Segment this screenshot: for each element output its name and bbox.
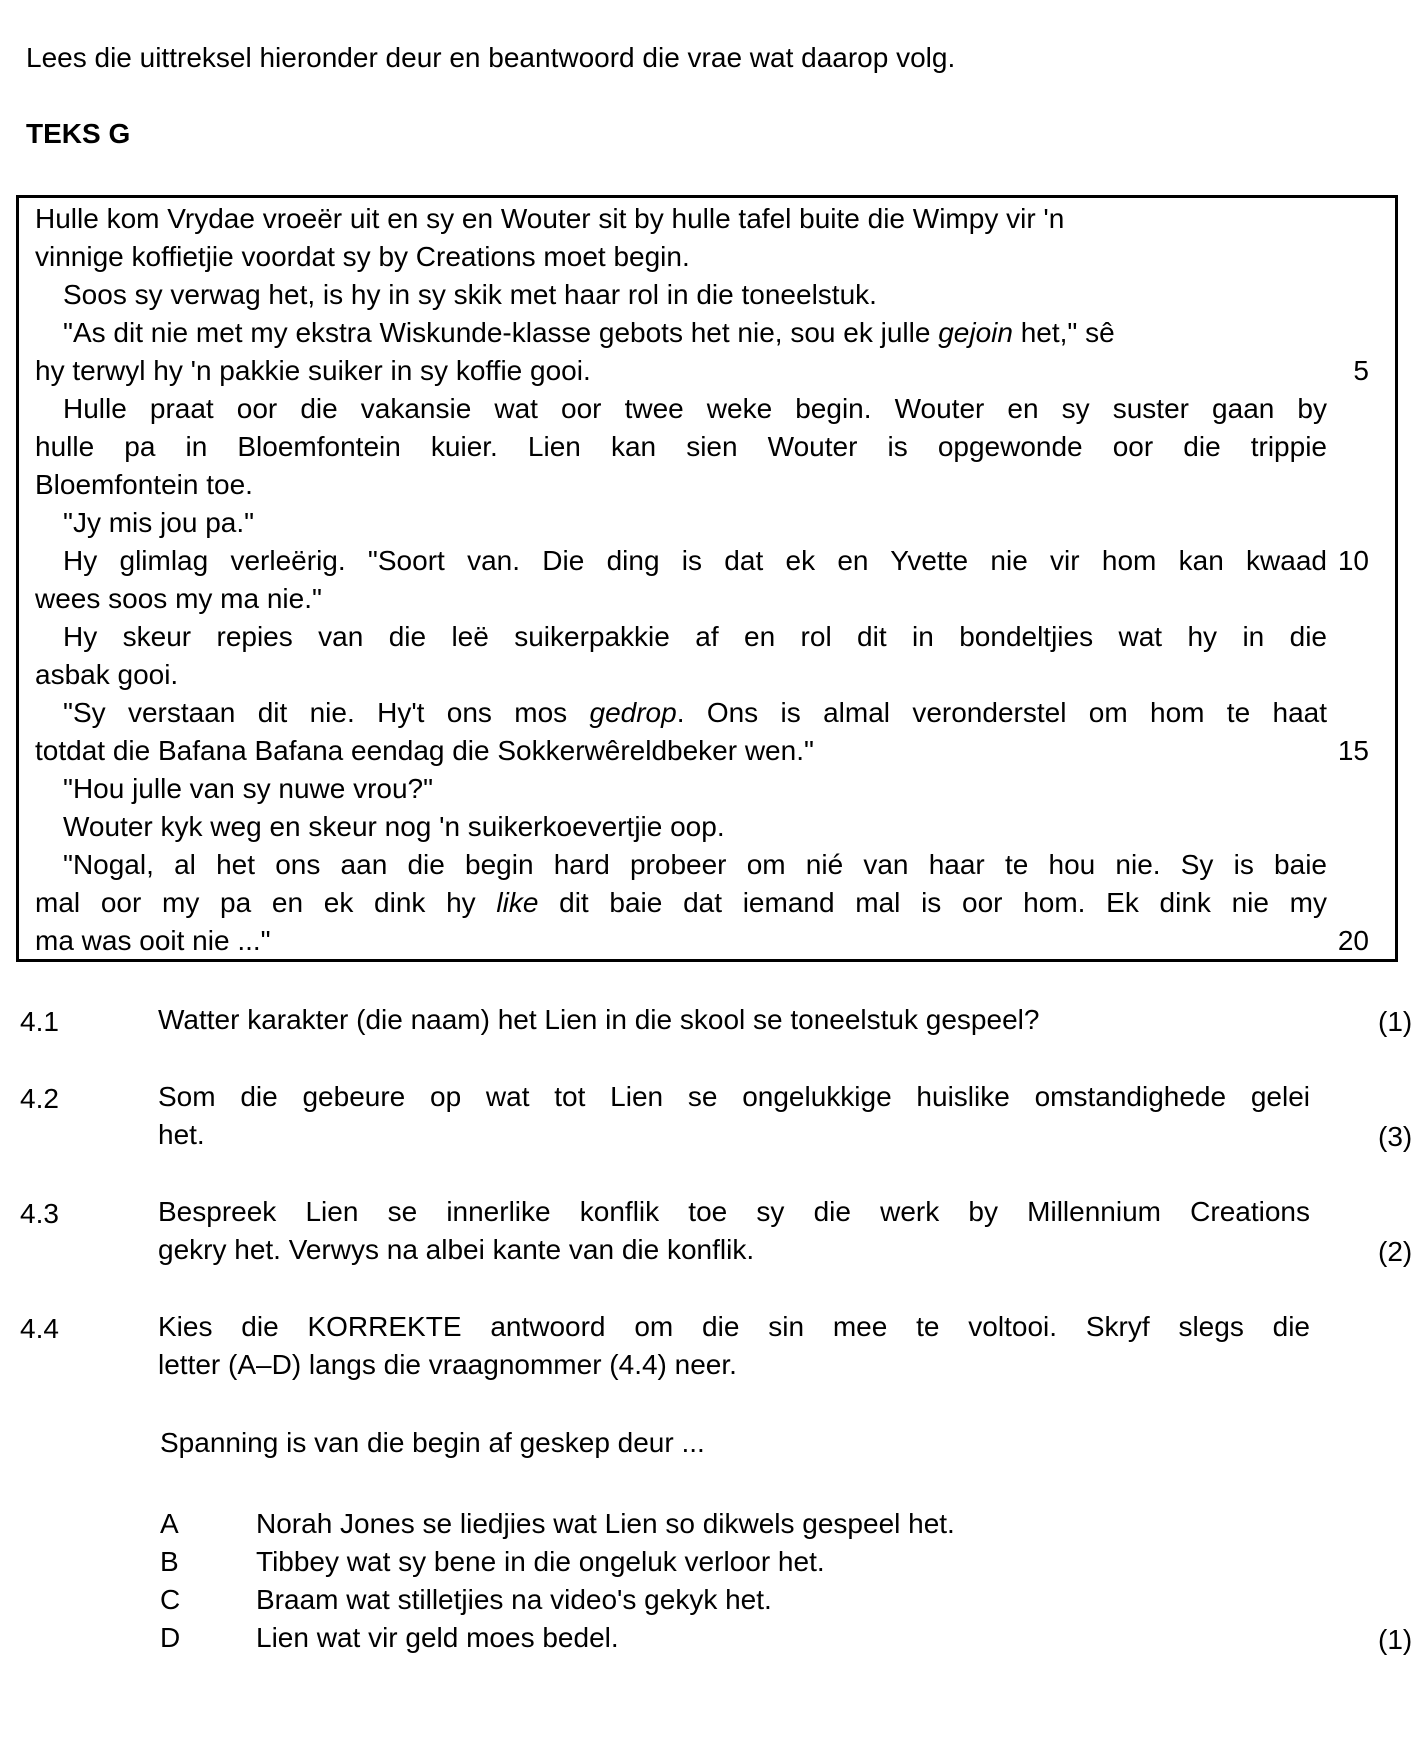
option-letter: A [160,1508,179,1539]
option-text: Tibbey wat sy bene in die ongeluk verloor het. [256,1546,825,1577]
question-marks: (1) [1378,1006,1413,1037]
option-a[interactable] [160,1505,955,1543]
extract-line: ma was ooit nie ..." [35,925,271,956]
extract-line: asbak gooi. [35,659,179,690]
extract-line: wees soos my ma nie." [35,583,322,614]
extract-text: "Sy verstaan dit nie. Hy't ons mos [63,697,590,728]
question-number: 4.4 [20,1313,59,1344]
instruction-text: Lees die uittreksel hieronder deur en beantwoord die vrae wat daarop volg. [26,42,956,73]
extract-line: "Jy mis jou pa." [63,507,255,538]
question-number: 4.1 [20,1006,59,1037]
option-letter: D [160,1622,181,1653]
question-marks: (2) [1378,1236,1413,1267]
option-text: Norah Jones se liedjies wat Lien so dikwels gespeel het. [256,1508,955,1539]
extract-line: "Nogal, al het ons aan die begin hard probeer om nié van haar te hou nie. Sy is baie [63,849,1327,880]
extract-line: Soos sy verwag het, is hy in sy skik met haar rol in die toneelstuk. [63,279,877,310]
extract-line: hy terwyl hy 'n pakkie suiker in sy koffie gooi. [35,355,591,386]
extract-line: hulle pa in Bloemfontein kuier. Lien kan sien Wouter is opgewonde oor die trippie [35,431,1327,462]
question-line: gekry het. Verwys na albei kante van die konflik. [158,1234,755,1265]
extract-box [16,195,1398,962]
question-text [158,1308,1310,1384]
option-letter: B [160,1546,179,1577]
extract-line: Wouter kyk weg en skeur nog 'n suikerkoevertjie oop. [63,811,725,842]
question-marks: (3) [1378,1121,1413,1152]
extract-italic-word: gejoin [938,317,1013,348]
question-text [158,1078,1310,1154]
extract-text: "As dit nie met my ekstra Wiskunde-klasse gebots het nie, sou ek julle [63,317,939,348]
extract-line: "Hou julle van sy nuwe vrou?" [63,773,434,804]
option-c[interactable] [160,1581,772,1619]
extract-text: . Ons is almal veronderstel om hom te haat [676,697,1327,728]
question-number: 4.3 [20,1198,59,1229]
extract-line: Hy glimlag verleërig. "Soort van. Die ding is dat ek en Yvette nie vir hom kan kwaad [63,545,1327,576]
option-text: Lien wat vir geld moes bedel. [256,1622,619,1653]
question-line: Som die gebeure op wat tot Lien se ongelukkige huislike omstandighede gelei [158,1081,1310,1112]
option-text: Braam wat stilletjies na video's gekyk het. [256,1584,772,1615]
line-number: 5 [1353,355,1369,386]
extract-line: Hulle praat oor die vakansie wat oor twee weke begin. Wouter en sy suster gaan by [63,393,1327,424]
extract-line: Bloemfontein toe. [35,469,253,500]
question-line: Watter karakter (die naam) het Lien in die skool se toneelstuk gespeel? [158,1004,1040,1035]
option-d[interactable] [160,1619,619,1657]
extract-line [63,314,1115,352]
question-line: Kies die KORREKTE antwoord om die sin mee te voltooi. Skryf slegs die [158,1311,1310,1342]
question-line: het. [158,1119,205,1150]
question-line: letter (A–D) langs die vraagnommer (4.4) neer. [158,1349,737,1380]
question-marks: (1) [1378,1624,1413,1655]
extract-line: Hy skeur repies van die leë suikerpakkie af en rol dit in bondeltjies wat hy in die [63,621,1327,652]
option-b[interactable] [160,1543,825,1581]
extract-text: mal oor my pa en ek dink hy [35,887,497,918]
extract-line: totdat die Bafana Bafana eendag die Sokkerwêreldbeker wen." [35,735,814,766]
extract-line [63,694,1327,732]
extract-line: vinnige koffietjie voordat sy by Creations moet begin. [35,241,690,272]
extract-italic-word: like [496,887,539,918]
line-number: 10 [1337,545,1369,576]
extract-text: het," sê [1012,317,1115,348]
extract-text: dit baie dat iemand mal is oor hom. Ek dink nie my [538,887,1328,918]
extract-heading: TEKS G [26,118,131,149]
line-number: 15 [1337,735,1369,766]
question-line: Bespreek Lien se innerlike konflik toe sy die werk by Millennium Creations [158,1196,1310,1227]
question-number: 4.2 [20,1083,59,1114]
extract-line: Hulle kom Vrydae vroeër uit en sy en Wouter sit by hulle tafel buite die Wimpy vir 'n [35,203,1065,234]
option-letter: C [160,1584,181,1615]
question-text [158,1001,1310,1039]
extract-line [35,884,1327,922]
line-number: 20 [1337,925,1369,956]
question-text [158,1193,1310,1269]
extract-italic-word: gedrop [589,697,677,728]
question-stem: Spanning is van die begin af geskep deur ... [160,1427,705,1458]
